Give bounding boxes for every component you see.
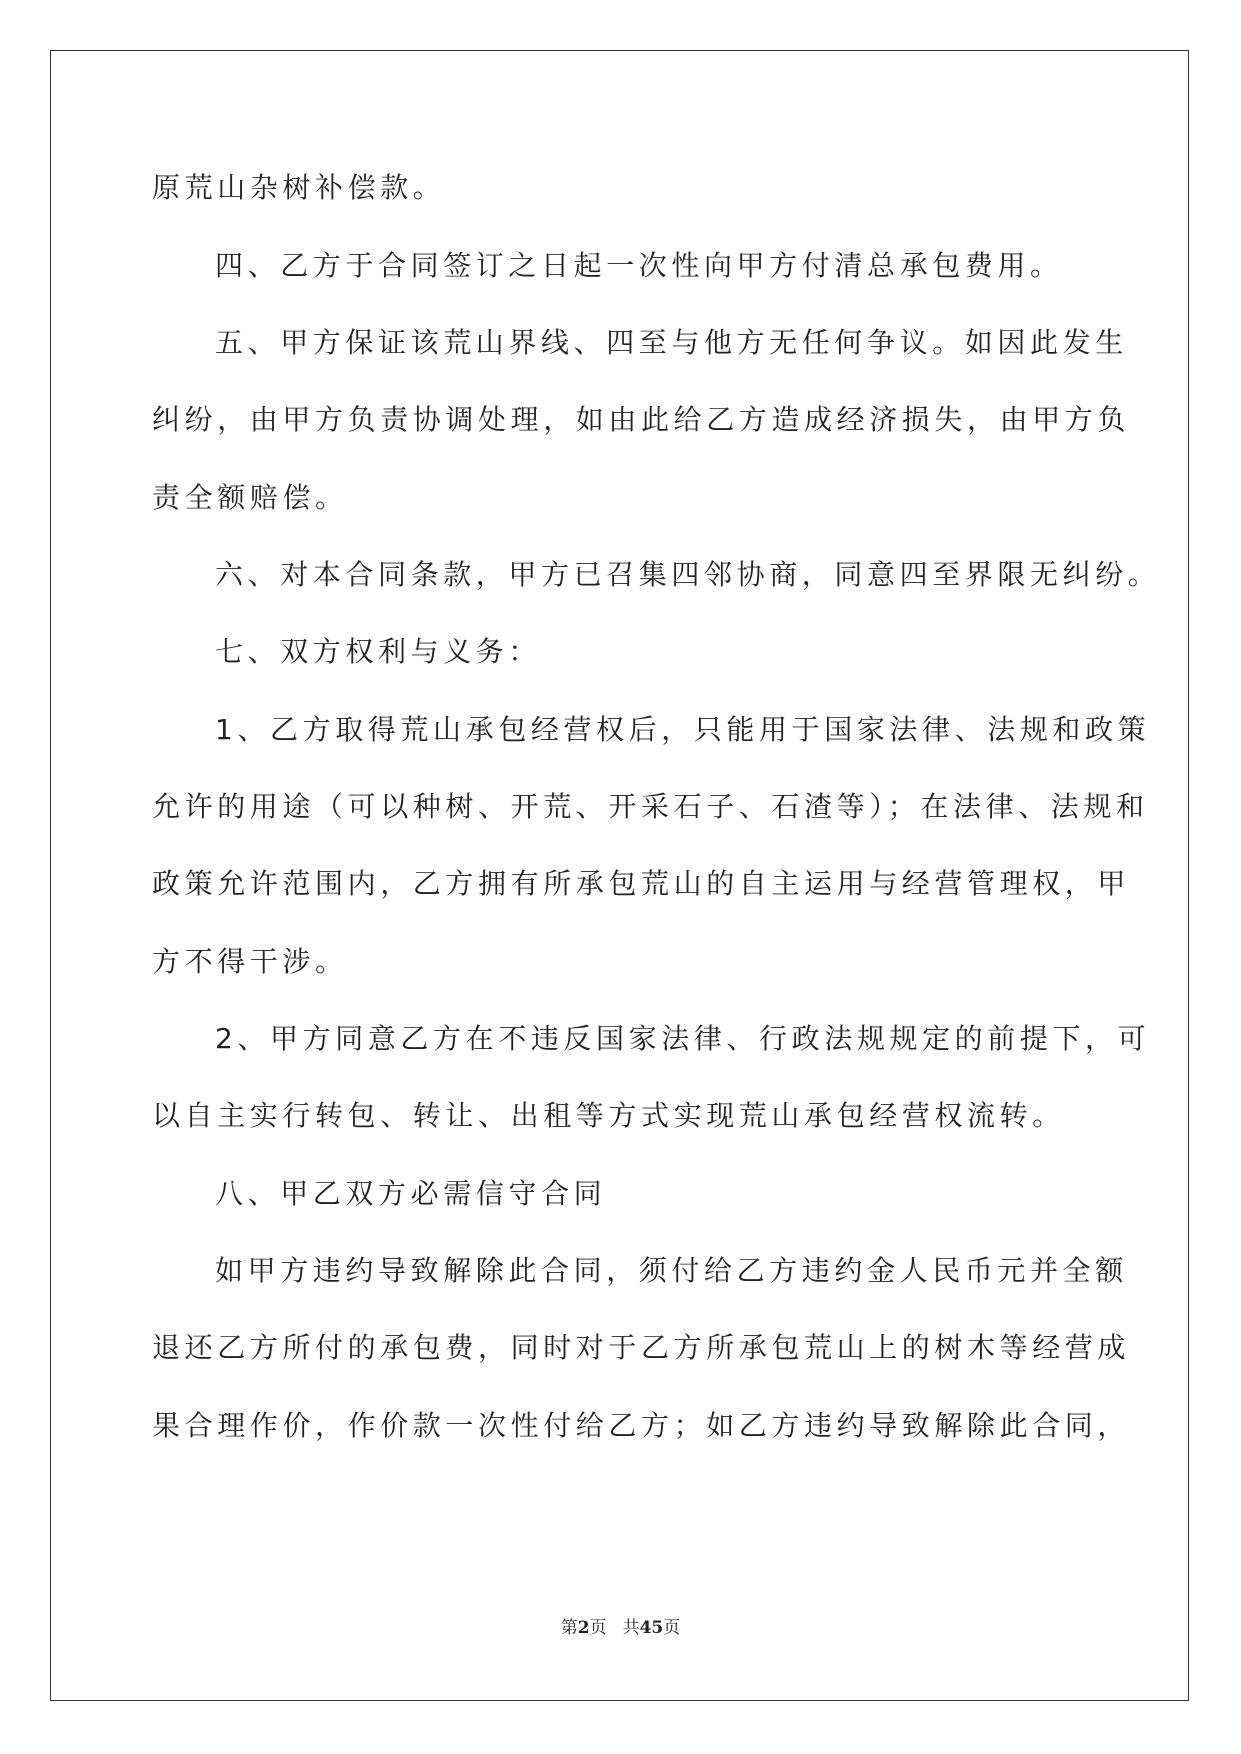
text-line: 纠纷，由甲方负责协调处理，如由此给乙方造成经济损失，由甲方负 — [152, 403, 1131, 436]
text-line: 五、甲方保证该荒山界线、四至与他方无任何争议。如因此发生 — [215, 326, 1128, 359]
text-line: 方不得干涉。 — [152, 945, 348, 978]
footer-total-prefix: 共 — [622, 1618, 640, 1638]
page-number: 2 — [577, 1618, 590, 1638]
text-line: 2、甲方同意乙方在不违反国家法律、行政法规规定的前提下，可 — [215, 1022, 1151, 1055]
text-line: 以自主实行转包、转让、出租等方式实现荒山承包经营权流转。 — [152, 1099, 1065, 1132]
footer-prefix: 第 — [560, 1618, 578, 1638]
text-line: 允许的用途（可以种树、开荒、开采石子、石渣等）；在法律、法规和 — [152, 790, 1149, 823]
text-line: 政策允许范围内，乙方拥有所承包荒山的自主运用与经营管理权，甲 — [152, 867, 1131, 900]
text-line: 责全额赔偿。 — [152, 481, 348, 514]
text-line: 六、对本合同条款，甲方已召集四邻协商，同意四至界限无纠纷。 — [215, 558, 1161, 591]
text-line: 如甲方违约导致解除此合同，须付给乙方违约金人民币元并全额 — [215, 1254, 1128, 1287]
text-line: 四、乙方于合同签订之日起一次性向甲方付清总承包费用。 — [215, 249, 1063, 282]
text-line: 原荒山杂树补偿款。 — [152, 171, 446, 204]
text-line: 退还乙方所付的承包费，同时对于乙方所承包荒山上的树木等经营成 — [152, 1331, 1131, 1364]
footer-total-suffix: 页 — [663, 1618, 681, 1638]
text-line: 1、乙方取得荒山承包经营权后，只能用于国家法律、法规和政策 — [215, 713, 1151, 746]
text-line: 果合理作价，作价款一次性付给乙方；如乙方违约导致解除此合同， — [152, 1409, 1131, 1442]
text-line: 八、甲乙双方必需信守合同 — [215, 1177, 607, 1210]
page-footer — [0, 1613, 1241, 1638]
footer-page-suffix: 页 — [589, 1618, 607, 1638]
total-pages: 45 — [639, 1618, 664, 1638]
text-line: 七、双方权利与义务： — [215, 635, 542, 668]
